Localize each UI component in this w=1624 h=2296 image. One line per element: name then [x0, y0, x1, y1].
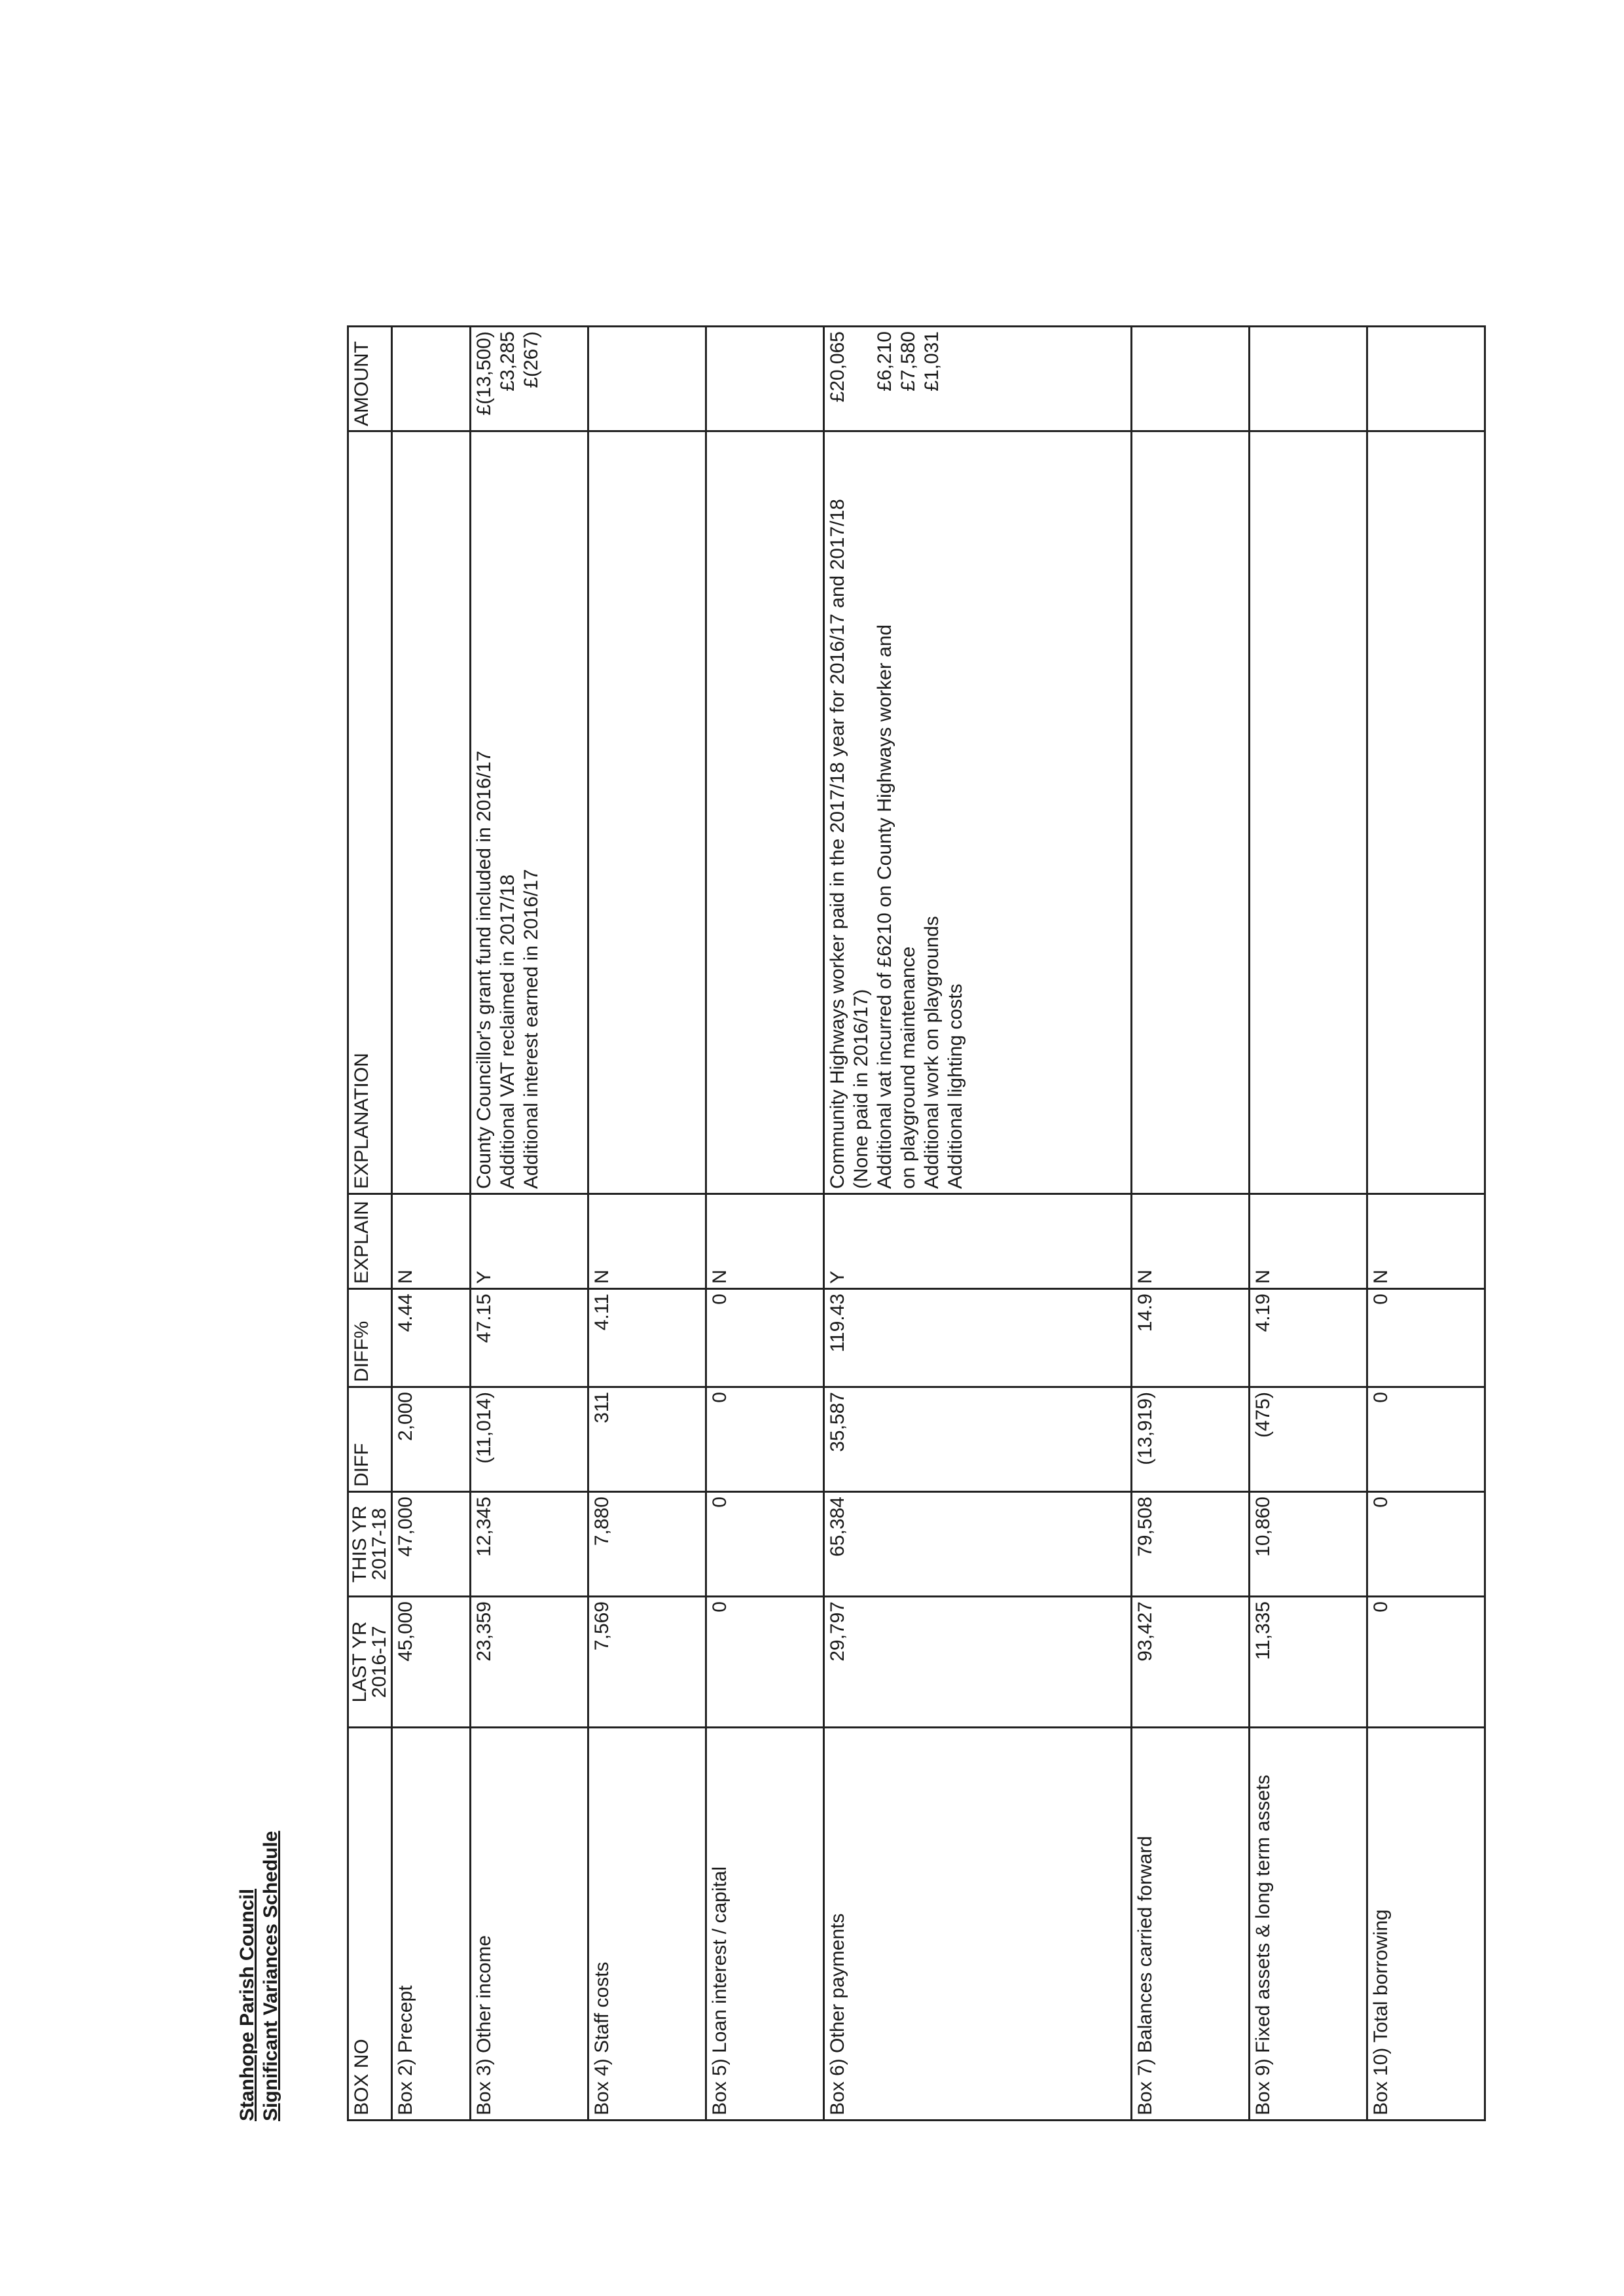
amount-cell [706, 327, 824, 431]
col-header-explain: EXPLAIN [348, 1194, 392, 1289]
col-header-last-yr [348, 1597, 392, 1728]
explanation-line: Additional lighting costs [945, 983, 966, 1189]
box-no-cell: Box 9) Fixed assets & long term assets [1250, 1728, 1367, 2121]
box-no-cell: Box 3) Other income [471, 1728, 588, 2121]
last-yr-cell: 0 [1367, 1597, 1485, 1728]
council-name: Stanhope Parish Council [236, 1888, 258, 2121]
box-no-cell: Box 4) Staff costs [588, 1728, 706, 2121]
box-no-cell: Box 7) Balances carried forward [1132, 1728, 1250, 2121]
last-yr-cell: 11,335 [1250, 1597, 1367, 1728]
col-header-this-yr-label: THIS YR [349, 1505, 370, 1583]
amount-spacer [850, 331, 873, 426]
explanation-line: Community Highways worker paid in the 2017/18 year for 2016/17 and 2017/18 [827, 499, 848, 1189]
col-header-last-yr-period: 2016-17 [369, 1626, 390, 1698]
amount-line: £20,065 [827, 331, 848, 403]
this-yr-cell: 7,880 [588, 1492, 706, 1597]
explanation-cell [706, 431, 824, 1194]
diff-pct-cell: 0 [1367, 1289, 1485, 1387]
explanation-line: Additional vat incurred of £6210 on County Highways worker and [874, 624, 895, 1189]
table-row [1132, 327, 1250, 2121]
variances-table [347, 325, 1486, 2121]
diff-cell: 2,000 [392, 1387, 471, 1492]
explain-flag-cell: N [1367, 1194, 1485, 1289]
box-no-cell: Box 10) Total borrowing [1367, 1728, 1485, 2121]
last-yr-cell: 45,000 [392, 1597, 471, 1728]
document-heading [236, 1831, 283, 2122]
explain-flag-cell: Y [471, 1194, 588, 1289]
col-header-diff: DIFF [348, 1387, 392, 1492]
diff-cell: (11,014) [471, 1387, 588, 1492]
explanation-cell [1250, 431, 1367, 1194]
col-header-explanation: EXPLANATION [348, 431, 392, 1194]
table-row [706, 327, 824, 2121]
this-yr-cell: 79,508 [1132, 1492, 1250, 1597]
explain-flag-cell: N [706, 1194, 824, 1289]
header-row [348, 327, 392, 2121]
amount-cell [824, 327, 1132, 431]
diff-pct-cell: 47.15 [471, 1289, 588, 1387]
last-yr-cell: 7,569 [588, 1597, 706, 1728]
explanation-cell [1132, 431, 1250, 1194]
explain-flag-cell: Y [824, 1194, 1132, 1289]
diff-pct-cell: 4.44 [392, 1289, 471, 1387]
amount-line: £(13,500) [473, 331, 495, 416]
this-yr-cell: 47,000 [392, 1492, 471, 1597]
variances-table-body [392, 327, 1485, 2121]
box-no-cell: Box 6) Other payments [824, 1728, 1132, 2121]
explain-flag-cell: N [1250, 1194, 1367, 1289]
amount-cell [1250, 327, 1367, 431]
explanation-line: Additional VAT reclaimed in 2017/18 [497, 874, 518, 1189]
diff-cell: 0 [706, 1387, 824, 1492]
explain-flag-cell: N [392, 1194, 471, 1289]
col-header-amount: AMOUNT [348, 327, 392, 431]
explanation-cell [824, 431, 1132, 1194]
amount-cell [471, 327, 588, 431]
amount-line: £(267) [520, 331, 542, 388]
last-yr-cell: 0 [706, 1597, 824, 1728]
amount-line: £6,210 [874, 331, 895, 392]
explanation-cell [588, 431, 706, 1194]
last-yr-cell: 23,359 [471, 1597, 588, 1728]
explanation-cell [1367, 431, 1485, 1194]
table-row [1367, 327, 1485, 2121]
amount-line: £7,580 [897, 331, 919, 392]
amount-cell [392, 327, 471, 431]
this-yr-cell: 12,345 [471, 1492, 588, 1597]
box-no-cell: Box 5) Loan interest / capital [706, 1728, 824, 2121]
explanation-cell [471, 431, 588, 1194]
diff-pct-cell: 14.9 [1132, 1289, 1250, 1387]
table-row [1250, 327, 1367, 2121]
last-yr-cell: 29,797 [824, 1597, 1132, 1728]
explanation-line: (None paid in 2016/17) [850, 989, 872, 1189]
diff-pct-cell: 4.19 [1250, 1289, 1367, 1387]
amount-cell [588, 327, 706, 431]
col-header-last-yr-label: LAST YR [349, 1621, 370, 1703]
box-no-cell: Box 2) Precept [392, 1728, 471, 2121]
explanation-line: Additional work on playgrounds [921, 916, 943, 1189]
this-yr-cell: 0 [706, 1492, 824, 1597]
diff-pct-cell: 0 [706, 1289, 824, 1387]
explanation-line: County Councillor's grant fund included in 2016/17 [473, 750, 495, 1189]
table-row [392, 327, 471, 2121]
explain-flag-cell: N [1132, 1194, 1250, 1289]
col-header-this-yr-period: 2017-18 [369, 1508, 390, 1580]
diff-cell: 311 [588, 1387, 706, 1492]
this-yr-cell: 10,860 [1250, 1492, 1367, 1597]
explain-flag-cell: N [588, 1194, 706, 1289]
explanation-cell [392, 431, 471, 1194]
diff-cell: 35,587 [824, 1387, 1132, 1492]
diff-cell: (475) [1250, 1387, 1367, 1492]
diff-pct-cell: 4.11 [588, 1289, 706, 1387]
table-row [824, 327, 1132, 2121]
this-yr-cell: 65,384 [824, 1492, 1132, 1597]
col-header-diff-pct: DIFF% [348, 1289, 392, 1387]
last-yr-cell: 93,427 [1132, 1597, 1250, 1728]
amount-cell [1132, 327, 1250, 431]
this-yr-cell: 0 [1367, 1492, 1485, 1597]
diff-cell: 0 [1367, 1387, 1485, 1492]
diff-cell: (13,919) [1132, 1387, 1250, 1492]
explanation-line: on playground maintenance [897, 946, 919, 1189]
schedule-title: Significant Variances Schedule [260, 1831, 281, 2121]
table-row [588, 327, 706, 2121]
col-header-box-no: BOX NO [348, 1728, 392, 2121]
explanation-line: Additional interest earned in 2016/17 [520, 869, 542, 1189]
rotated-document [236, 331, 1532, 2121]
amount-line: £3,285 [497, 331, 518, 392]
amount-line: £1,031 [921, 331, 943, 392]
amount-cell [1367, 327, 1485, 431]
col-header-this-yr [348, 1492, 392, 1597]
table-row [471, 327, 588, 2121]
diff-pct-cell: 119.43 [824, 1289, 1132, 1387]
